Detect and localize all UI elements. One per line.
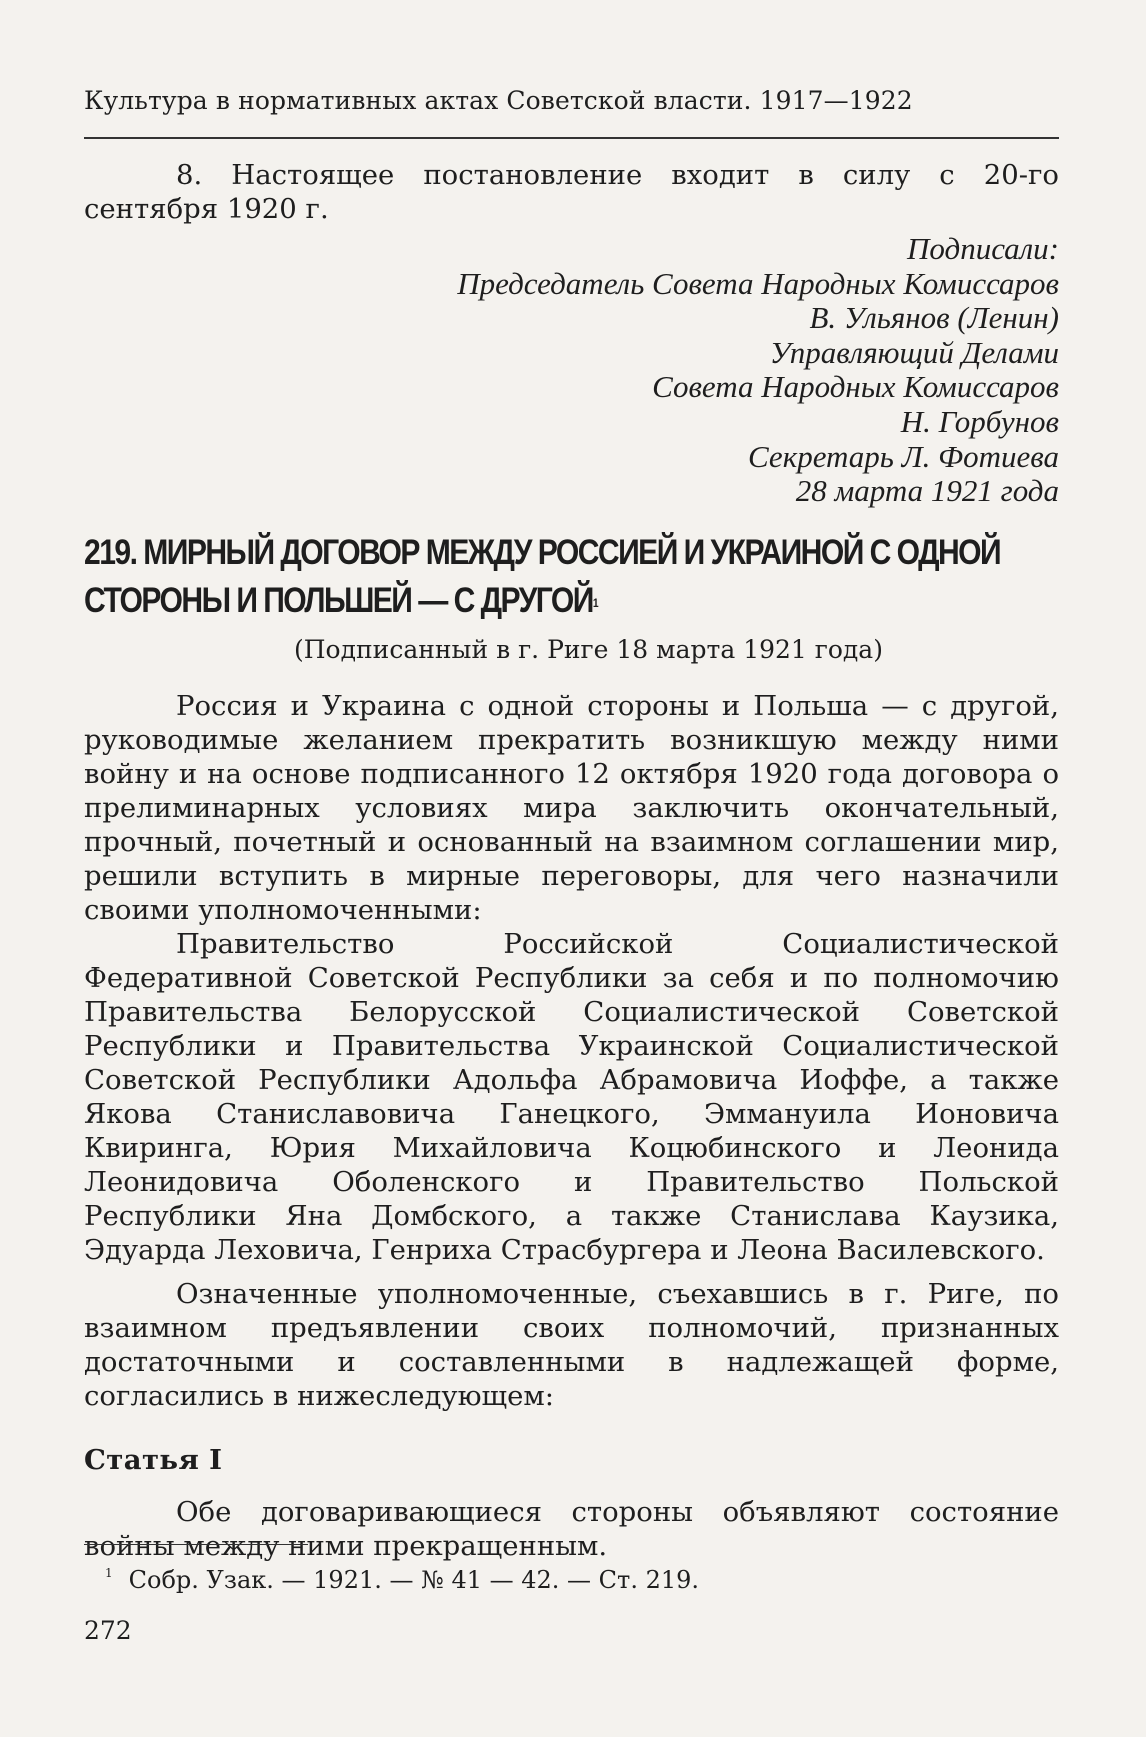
signature-line: Председатель Совета Народных Комиссаров [457, 265, 1059, 301]
footnote-reference: 1 [592, 595, 598, 610]
paragraph-agreement: Означенные уполномоченные, съехавшись в г. Риге, по взаимном предъявлении своих полномочий, признанных достаточными и составленными в надлежащей форме, согласились в нижеследующем: [84, 1277, 1059, 1412]
document-heading-text: 219. МИРНЫЙ ДОГОВОР МЕЖДУ РОССИЕЙ И УКРАИНОЙ С ОДНОЙ СТОРОНЫ И ПОЛЬШЕЙ — С ДРУГОЙ [84, 532, 1001, 620]
article-text: Обе договаривающиеся стороны объявляют состояние войны между ними прекращенным. [84, 1495, 1059, 1562]
signature-line: 28 марта 1921 года [795, 473, 1059, 509]
article-title: Статья I [84, 1443, 223, 1476]
footnote-divider [84, 1544, 308, 1545]
signature-line: Подписали: [907, 231, 1059, 266]
running-header: Культура в нормативных актах Советской власти. 1917—1922 [84, 86, 913, 115]
signature-line: Совета Народных Комиссаров [652, 369, 1059, 405]
signature-line: Н. Горбунов [900, 403, 1059, 439]
footnote-number: 1 [105, 1566, 113, 1580]
document-heading [84, 529, 1059, 625]
footnote [105, 1566, 699, 1594]
clause-8: 8. Настоящее постановление входит в силу с 20-го сентября 1920 г. [84, 159, 1059, 225]
signature-line: Секретарь Л. Фотиева [748, 438, 1059, 474]
document-subtitle: (Подписанный в г. Риге 18 марта 1921 года) [294, 634, 883, 664]
page-number: 272 [84, 1616, 132, 1645]
signature-line: В. Ульянов (Ленин) [809, 300, 1059, 336]
signature-line: Управляющий Делами [769, 334, 1059, 370]
signature-block [84, 232, 1059, 509]
footnote-text: Собр. Узак. — 1921. — № 41 — 42. — Ст. 219. [128, 1566, 700, 1594]
page-content [84, 158, 1059, 1563]
paragraph-preamble: Россия и Украина с одной стороны и Польша — с другой, руководимые желанием прекратить возникшую между ними войну и на основе подписанного 12 октября 1920 года договора о прелиминарных условиях мира заключить окончательный, прочный, почетный и основанный на взаимном соглашении мир, решили вступить в мирные переговоры, для чего назначили своими уполномоченными: [84, 689, 1059, 926]
paragraph-plenipotentiaries: Правительство Российской Социалистической Федеративной Советской Республики за себя и по полномочию Правительства Белорусской Социалистической Советской Республики и Правительства Украинской Социалистической Советской Республики Адольфа Абрамовича Иоффе, а также Якова Станиславовича Ганецкого, Эммануила Ионовича Квиринга, Юрия Михайловича Коцюбинского и Леонида Леонидовича Оболенского и Правительство Польской Республики Яна Домбского, а также Станислава Каузика, Эдуарда Леховича, Генриха Страсбургера и Леона Василевского. [84, 927, 1059, 1266]
header-divider [84, 137, 1059, 139]
